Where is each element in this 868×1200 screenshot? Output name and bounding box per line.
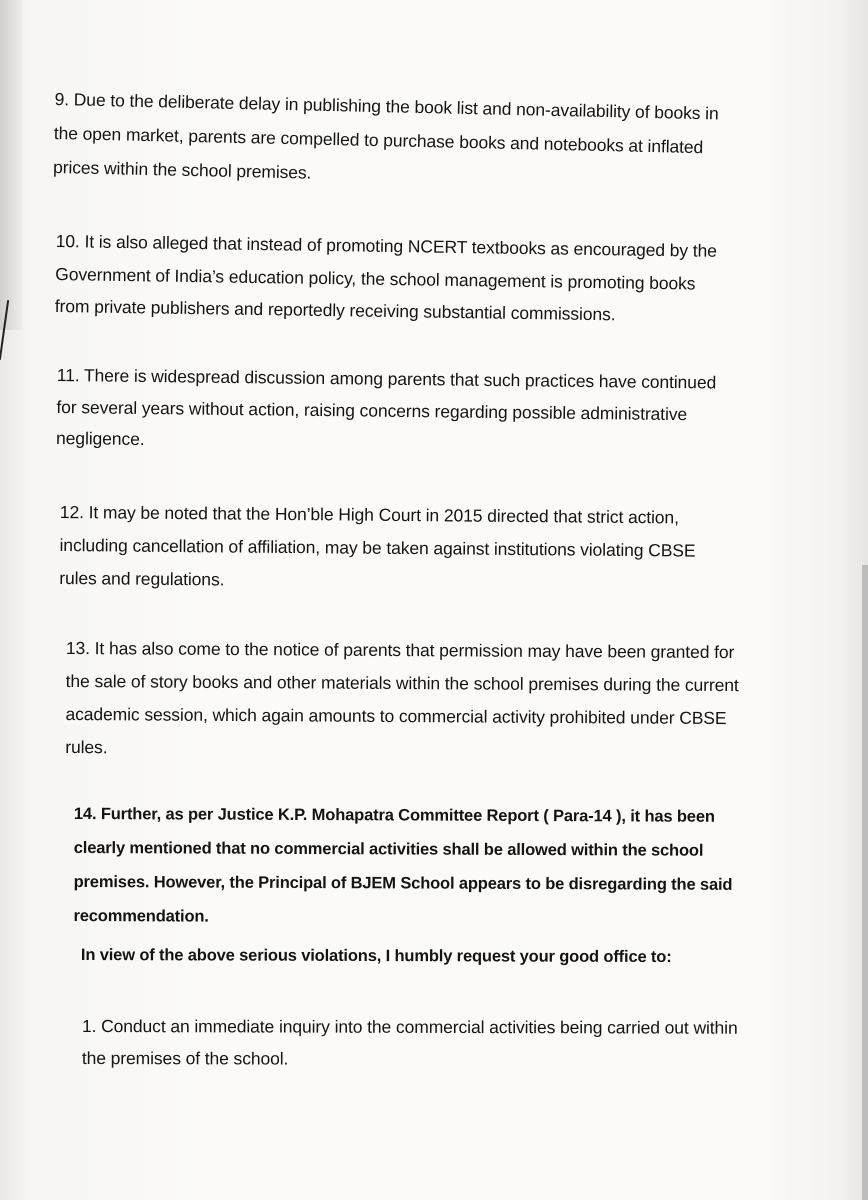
paragraph-line: academic session, which again amounts to commercial activity prohibited under CBSE	[65, 703, 727, 729]
page-edge-shadow	[0, 0, 22, 330]
paragraph-line: rules and regulations.	[59, 567, 225, 590]
request-item-1	[82, 1010, 738, 1076]
paragraph-line: 13. It has also come to the notice of parents that permission may have been granted for	[65, 637, 735, 663]
paragraph-line: clearly mentioned that no commercial activities shall be allowed within the school	[73, 838, 704, 860]
paragraph-12	[59, 496, 696, 601]
paragraph-line: including cancellation of affiliation, may be taken against institutions violating CBSE	[59, 534, 696, 561]
paragraph-line: prices within the school premises.	[52, 156, 312, 183]
paragraph-line: the sale of story books and other materials within the school premises during the current	[65, 670, 739, 696]
paragraph-line: from private publishers and reportedly receiving substantial commissions.	[54, 295, 616, 325]
paragraph-line: rules.	[65, 736, 108, 758]
paragraph-line: 11. There is widespread discussion among parents that such practices have continued	[56, 364, 717, 393]
paragraph-line: 9. Due to the deliberate delay in publishing the book list and non-availability of books in	[54, 88, 719, 124]
paragraph-line: 1. Conduct an immediate inquiry into the commercial activities being carried out within	[81, 1016, 738, 1038]
paragraph-line: premises. However, the Principal of BJEM School appears to be disregarding the said	[73, 872, 733, 894]
paragraph-line: the premises of the school.	[81, 1047, 289, 1069]
paragraph-14	[73, 797, 732, 936]
scrollbar-thumb[interactable]	[862, 565, 868, 1200]
paragraph-line: In view of the above serious violations, I humbly request your good office to:	[80, 945, 672, 967]
paragraph-line: the open market, parents are compelled to purchase books and notebooks at inflated	[53, 122, 704, 158]
paragraph-10	[55, 225, 717, 332]
paragraph-line: recommendation.	[73, 906, 209, 926]
paragraph-line: for several years without action, raising concerns regarding possible administrative	[56, 396, 688, 424]
paragraph-line: negligence.	[56, 427, 145, 449]
paragraph-line: 10. It is also alleged that instead of promoting NCERT textbooks as encouraged by the	[55, 230, 717, 261]
paragraph-9	[53, 82, 719, 198]
paragraph-line: Government of India’s education policy, the school management is promoting books	[55, 263, 696, 293]
paragraph-13	[65, 632, 739, 768]
paragraph-line: 14. Further, as per Justice K.P. Mohapatra Committee Report ( Para-14 ), it has been	[73, 804, 715, 826]
request-intro	[81, 939, 672, 974]
paragraph-line: 12. It may be noted that the Hon’ble High Court in 2015 directed that strict action,	[59, 501, 679, 528]
paragraph-11	[56, 360, 716, 462]
